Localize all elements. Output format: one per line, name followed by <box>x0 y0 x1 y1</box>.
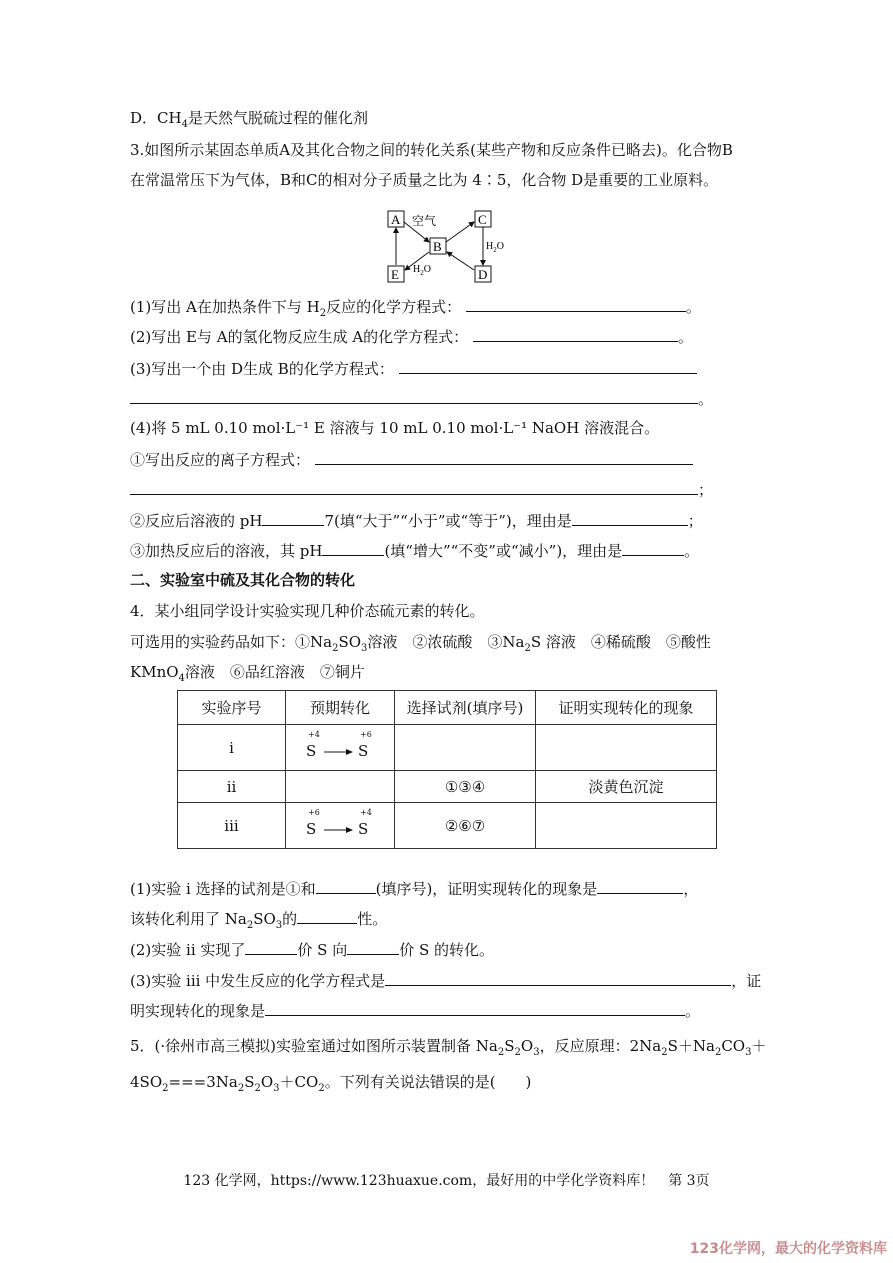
q4-part1-cont: 该转化利用了 $Na_2SO_3$的 性。 <box>130 910 388 931</box>
node-a: A <box>391 212 401 227</box>
q4-part3-cont: 明实现转化的现象是 。 <box>130 1002 701 1020</box>
option-d: D．$CH_4$是天然气脱硫过程的催化剂 <box>130 109 368 130</box>
label-air: 空气 <box>412 214 437 228</box>
header-cell: 预期转化 <box>286 691 395 725</box>
answer-blank[interactable] <box>466 296 686 312</box>
label-h2o-left: $H_2O$ <box>413 264 431 277</box>
expected-conversion[interactable] <box>286 771 395 803</box>
q3-stem-line1: 3.如图所示某固态单质A及其化合物之间的转化关系(某些产物和反应条件已略去)。化合物B <box>130 141 733 159</box>
q4-part1: (1)实验 i 选择的试剂是①和 (填序号)，证明实现转化的现象是 ， <box>130 880 699 898</box>
q3-part4-2: ②反应后溶液的 pH 7(填“大于”“小于”或“等于”)，理由是 ； <box>130 512 703 530</box>
row-number: iii <box>178 803 286 849</box>
phenomenon-cell[interactable] <box>536 803 717 849</box>
header-cell: 证明实现转化的现象 <box>536 691 717 725</box>
node-d: D <box>478 267 488 282</box>
q4-reagents-line1: 可选用的实验药品如下：$①Na_2SO_3$溶液 ②浓硫酸 $③Na_2S$ 溶液 ④稀硫酸 ⑤酸性 <box>130 633 711 654</box>
q3-part4-1: ①写出反应的离子方程式： <box>130 449 693 470</box>
q4-part3: (3)实验 iii 中发生反应的化学方程式是 ，证 <box>130 972 762 990</box>
answer-blank[interactable] <box>572 510 688 526</box>
q4-reagents-line2: KMnO$_4$溶液 ⑥品红溶液 ⑦铜片 <box>130 663 365 684</box>
q5-line1: 5．(·徐州市高三模拟)实验室通过如图所示装置制备 $Na_2S_2O_3$，反应原理：$2Na_2S+Na_2CO_3+$ <box>130 1037 767 1058</box>
q3-part4-3: ③加热反应后的溶液，其 pH (填“增大”“不变”或“减小”)，理由是 。 <box>130 542 700 560</box>
answer-blank[interactable] <box>622 540 684 556</box>
answer-blank[interactable] <box>245 939 297 955</box>
answer-blank[interactable] <box>130 388 698 404</box>
q3-part3: (3)写出一个由 D生成 B的化学方程式： <box>130 358 697 379</box>
answer-blank[interactable] <box>399 358 697 374</box>
answer-blank[interactable] <box>315 449 693 465</box>
q4-stem: 4．某小组同学设计实验实现几种价态硫元素的转化。 <box>130 602 485 620</box>
header-cell: 选择试剂(填序号) <box>395 691 536 725</box>
table-row <box>178 803 717 849</box>
answer-blank[interactable] <box>347 939 399 955</box>
answer-blank[interactable] <box>385 970 731 986</box>
phenomenon-cell: 淡黄色沉淀 <box>536 771 717 803</box>
q3-part3-cont: 。 <box>130 388 713 409</box>
page-footer: 123 化学网，https://www.123huaxue.com，最好用的中学化学资料库！ 第 3页 <box>183 1173 710 1189</box>
q4-part2: (2)实验 ii 实现了 价 S 向 价 S 的转化。 <box>130 941 495 959</box>
brand-watermark: 123化学网，最大的化学资料库 <box>689 1241 887 1257</box>
section-heading: 二、实验室中硫及其化合物的转化 <box>130 571 356 589</box>
reagent-cell: ①③④ <box>395 771 536 803</box>
q3-part4: (4)将 5 mL 0.10 mol·L⁻¹ E 溶液与 10 mL 0.10 mol·L⁻¹ NaOH 溶液混合。 <box>130 419 660 437</box>
reagent-cell: ②⑥⑦ <box>395 803 536 849</box>
node-b: B <box>433 239 442 254</box>
answer-blank[interactable] <box>265 1000 685 1016</box>
answer-blank[interactable] <box>262 510 324 526</box>
expected-conversion: +4 S +6 S <box>286 725 395 771</box>
answer-blank[interactable] <box>597 878 683 894</box>
answer-blank[interactable] <box>297 908 357 924</box>
row-number: i <box>178 725 286 771</box>
reagent-cell[interactable] <box>395 725 536 771</box>
answer-blank[interactable] <box>316 878 376 894</box>
header-cell: 实验序号 <box>178 691 286 725</box>
q3-stem-line2: 在常温常压下为气体，B和C的相对分子质量之比为 4∶5，化合物 D是重要的工业原料。 <box>130 171 719 189</box>
table-row <box>178 725 717 771</box>
phenomenon-cell[interactable] <box>536 725 717 771</box>
answer-blank[interactable] <box>473 326 678 342</box>
experiment-table <box>177 690 717 849</box>
node-c: C <box>478 212 487 227</box>
q5-line2: $4SO_2===3Na_2S_2O_3+CO_2$。下列有关说法错误的是( ) <box>130 1073 532 1094</box>
answer-blank[interactable] <box>322 540 384 556</box>
q3-part4-1-cont: ； <box>130 479 713 500</box>
node-e: E <box>391 267 399 282</box>
expected-conversion: +6 S +4 S <box>286 803 395 849</box>
conversion-diagram <box>385 208 515 286</box>
q3-part1: (1)写出 A在加热条件下与 $H_2$反应的化学方程式： 。 <box>130 298 701 319</box>
label-h2o-right: $H_2O$ <box>486 241 504 254</box>
q3-part2: (2)写出 E与 A的氢化物反应生成 A的化学方程式： 。 <box>130 328 693 346</box>
row-number: ii <box>178 771 286 803</box>
table-header-row <box>178 691 717 725</box>
answer-blank[interactable] <box>130 479 698 495</box>
table-row <box>178 771 717 803</box>
